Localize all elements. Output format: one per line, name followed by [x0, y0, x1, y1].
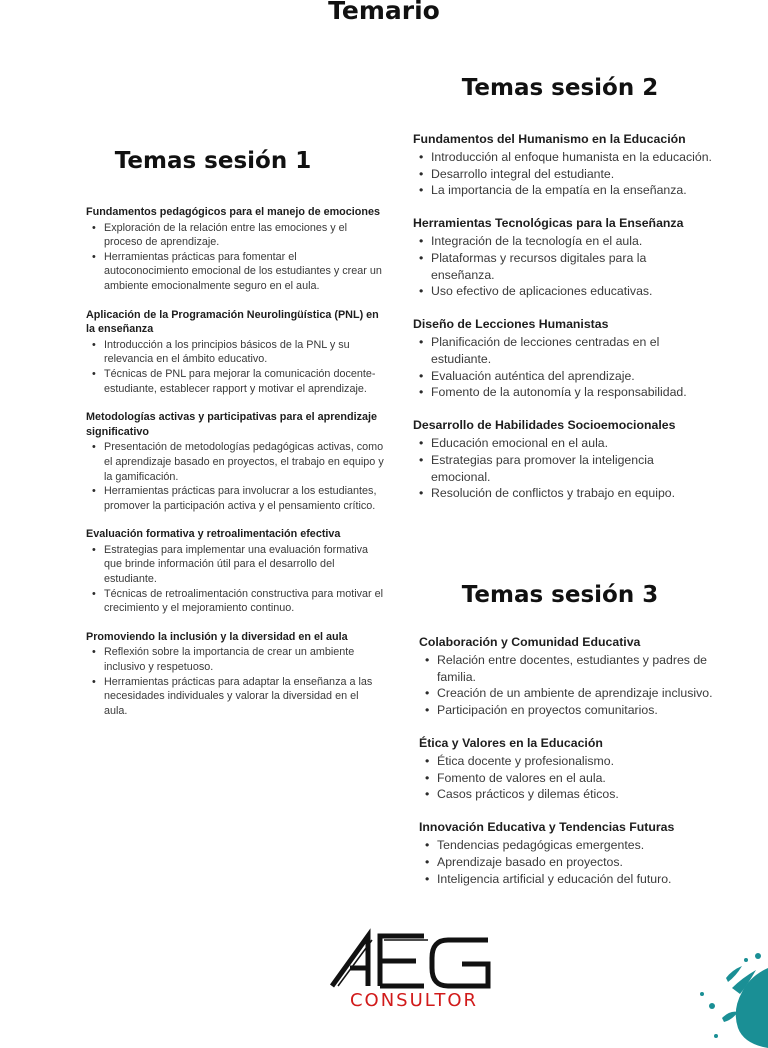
topic-item: • Tendencias pedagógicas emergentes.: [419, 837, 719, 854]
topic-heading: Fundamentos pedagógicos para el manejo de emociones: [86, 206, 380, 218]
topic-item: • Creación de un ambiente de aprendizaje inclusivo.: [419, 685, 719, 702]
topic-item: • Integración de la tecnología en el aula.: [413, 233, 713, 250]
topic-section: [413, 131, 713, 199]
topic-list: [413, 435, 713, 502]
topic-item: • Educación emocional en el aula.: [413, 435, 713, 452]
logo-mark-icon: [328, 928, 500, 992]
topic-item: • Relación entre docentes, estudiantes y padres de familia.: [419, 652, 719, 686]
topic-section: [86, 410, 384, 513]
logo-subtitle: CONSULTOR: [349, 990, 479, 1011]
topic-item: • Estrategias para implementar una evaluación formativa que brinde información útil para el desarrollo del estudiante.: [86, 543, 384, 587]
topic-heading: Diseño de Lecciones Humanistas: [413, 317, 609, 332]
company-logo: [328, 928, 500, 1014]
topic-section: [419, 735, 719, 803]
session-3-topics: [419, 634, 719, 903]
paint-splash-icon: [672, 948, 768, 1048]
topic-item: • Evaluación auténtica del aprendizaje.: [413, 368, 713, 385]
topic-section: [419, 634, 719, 719]
topic-item: • Ética docente y profesionalismo.: [419, 753, 719, 770]
session-2-title: Temas sesión 2: [461, 75, 659, 101]
topic-section: [413, 215, 713, 300]
topic-section: [86, 527, 384, 616]
topic-item: • Planificación de lecciones centradas en el estudiante.: [413, 334, 713, 368]
topic-item: • Herramientas prácticas para fomentar el autoconocimiento emocional de los estudiantes y crear un ambiente emocionalmente seguro en el aula.: [86, 250, 384, 294]
topic-item: • Plataformas y recursos digitales para la enseñanza.: [413, 250, 713, 284]
topic-heading: Promoviendo la inclusión y la diversidad en el aula: [86, 630, 348, 643]
session-2-topics: [413, 131, 713, 518]
topic-item: • Aprendizaje basado en proyectos.: [419, 854, 719, 871]
session-1-topics: [86, 205, 384, 732]
topic-item: • Reflexión sobre la importancia de crear un ambiente inclusivo y respetuoso.: [86, 645, 384, 674]
topic-list: [413, 233, 713, 300]
topic-item: • Exploración de la relación entre las emociones y el proceso de aprendizaje.: [86, 221, 384, 250]
topic-heading: Fundamentos del Humanismo en la Educación: [413, 132, 686, 146]
topic-item: • La importancia de la empatía en la enseñanza.: [413, 182, 713, 199]
topic-list: [419, 753, 719, 803]
topic-item: • Herramientas prácticas para adaptar la enseñanza a las necesidades individuales y valorar la diversidad en el aula.: [86, 675, 384, 719]
topic-item: • Introducción a los principios básicos de la PNL y su relevancia en el ámbito educativo.: [86, 338, 384, 367]
topic-item: • Desarrollo integral del estudiante.: [413, 166, 713, 183]
topic-item: • Casos prácticos y dilemas éticos.: [419, 786, 719, 803]
topic-heading: Aplicación de la Programación Neurolingüística (PNL) en la enseñanza: [86, 308, 379, 336]
topic-heading: Colaboración y Comunidad Educativa: [419, 635, 641, 649]
topic-item: • Participación en proyectos comunitarios.: [419, 702, 719, 719]
topic-item: • Resolución de conflictos y trabajo en equipo.: [413, 485, 713, 502]
topic-list: [86, 645, 384, 718]
session-3-title: Temas sesión 3: [461, 582, 659, 608]
topic-list: [419, 837, 719, 887]
topic-section: [413, 316, 713, 401]
topic-section: [86, 308, 384, 397]
page-title: Temario: [328, 0, 440, 25]
topic-list: [86, 221, 384, 294]
topic-item: • Presentación de metodologías pedagógicas activas, como el aprendizaje basado en proyectos, el trabajo en equipo y la gamificación.: [86, 440, 384, 484]
topic-item: • Introducción al enfoque humanista en la educación.: [413, 149, 713, 166]
topic-item: • Fomento de la autonomía y la responsabilidad.: [413, 384, 713, 401]
topic-section: [419, 819, 719, 887]
topic-list: [86, 440, 384, 513]
topic-item: • Técnicas de retroalimentación constructiva para motivar el crecimiento y el mejoramiento continuo.: [86, 587, 384, 616]
topic-heading: Ética y Valores en la Educación: [419, 735, 603, 750]
session-1-title: Temas sesión 1: [114, 148, 312, 174]
topic-list: [86, 543, 384, 616]
topic-list: [419, 652, 719, 719]
topic-list: [413, 149, 713, 199]
topic-item: • Herramientas prácticas para involucrar a los estudiantes, promover la participación activa y el pensamiento crítico.: [86, 484, 384, 513]
topic-section: [86, 630, 384, 719]
topic-heading: Innovación Educativa y Tendencias Futuras: [419, 820, 675, 835]
topic-item: • Uso efectivo de aplicaciones educativas.: [413, 283, 713, 300]
topic-heading: Metodologías activas y participativas para el aprendizaje significativo: [86, 411, 378, 438]
topic-list: [413, 334, 713, 401]
topic-item: • Técnicas de PNL para mejorar la comunicación docente-estudiante, establecer rapport y motivar el aprendizaje.: [86, 367, 384, 396]
topic-heading: Desarrollo de Habilidades Socioemocionales: [413, 418, 676, 433]
topic-section: [86, 205, 384, 294]
topic-item: • Estrategias para promover la inteligencia emocional.: [413, 452, 713, 486]
topic-list: [86, 338, 384, 396]
topic-section: [413, 417, 713, 502]
topic-heading: Herramientas Tecnológicas para la Enseñanza: [413, 216, 684, 231]
topic-heading: Evaluación formativa y retroalimentación efectiva: [86, 528, 341, 541]
topic-item: • Fomento de valores en el aula.: [419, 770, 719, 787]
topic-item: • Inteligencia artificial y educación del futuro.: [419, 871, 719, 888]
